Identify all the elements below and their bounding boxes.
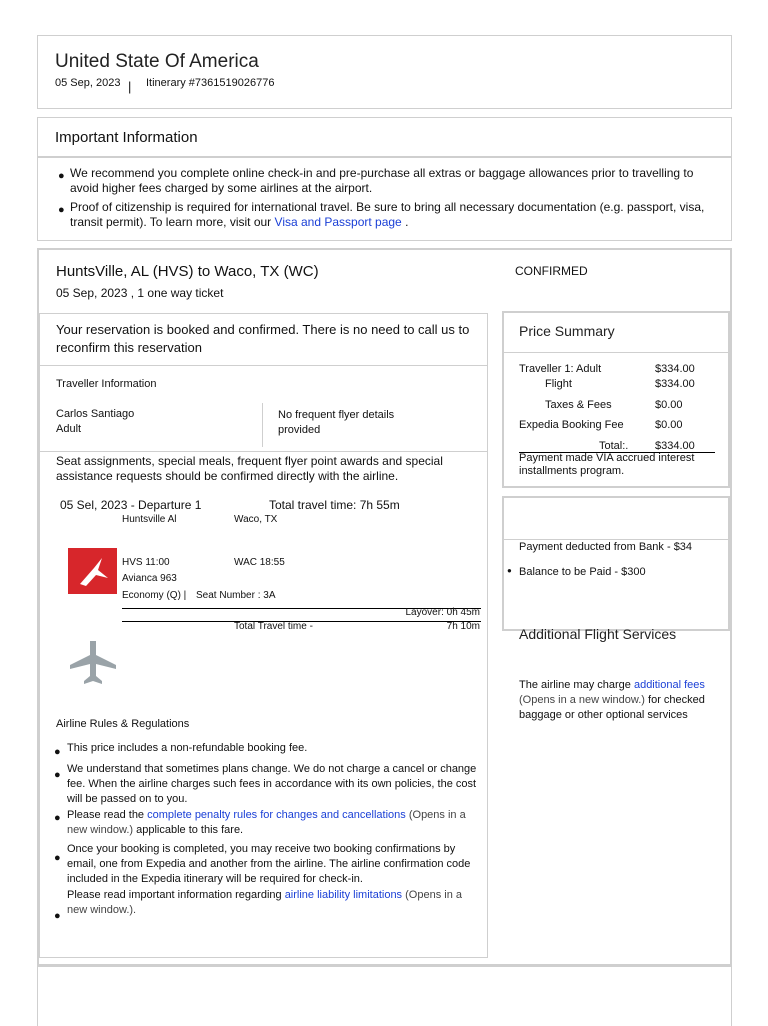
additional-fees-link[interactable]: additional fees (633, 679, 705, 691)
bullet-icon: ● (507, 566, 512, 575)
trip-date-line: 05 Sep, 2023 , 1 one way ticket (56, 286, 224, 300)
traveller-type: Adult (56, 423, 82, 435)
rule-2: We understand that sometimes plans change. We do not charge a cancel or change fee. When the airline charges such fees in accordance with its own policies, the cost will be passed on to you. (67, 763, 477, 805)
flight-number: Avianca 963 (122, 573, 177, 584)
price-summary-title: Price Summary (519, 323, 615, 339)
rule-3: Please read the complete penalty rules for changes and cancellations (Opens in a new window.) applicable to this fare. (67, 809, 466, 836)
frequent-flyer: No frequent flyer details provided (278, 409, 395, 436)
avianca-bird-icon (68, 548, 117, 594)
bullet-icon: ● (54, 852, 61, 864)
divider (40, 365, 487, 366)
rule-4: Once your booking is completed, you may receive two booking confirmations by email, one from Expedia and another from the airline. The airline confirmation code included in the Expedia itinerary will be required for check-in. (67, 843, 471, 885)
booking-fee-value: $0.00 (655, 419, 683, 431)
destination-city: Waco, TX (234, 514, 278, 525)
penalty-rules-link[interactable]: complete penalty rules for changes and cancellations (147, 809, 406, 821)
seat-assignments-note: Seat assignments, special meals, frequent flyer point awards and special assistance requests should be confirmed directly with the airline. (56, 454, 443, 483)
bullet-icon: ● (54, 769, 61, 781)
payment-box (502, 496, 730, 631)
header-date: 05 Sep, 2023 (55, 77, 121, 89)
important-info-body (37, 157, 732, 241)
divider (504, 352, 728, 353)
visa-passport-link[interactable]: Visa and Passport page (274, 215, 402, 229)
rules-title: Airline Rules & Regulations (56, 718, 190, 730)
total-label: Total:. (599, 440, 629, 452)
cabin-class: Economy (Q) | (122, 590, 187, 601)
payment-note: Payment made VIA accrued interest installments program. (519, 452, 695, 477)
important-info-title-box (37, 117, 732, 157)
bullet-icon: ● (54, 910, 61, 922)
flight-price-value: $334.00 (655, 378, 695, 390)
itinerary-number: Itinerary #7361519026776 (146, 77, 275, 89)
header-separator: | (128, 79, 132, 94)
arrival-time: WAC 18:55 (234, 557, 285, 568)
taxes-label: Taxes & Fees (545, 399, 612, 411)
booking-details (39, 313, 488, 958)
price-summary (502, 311, 730, 488)
reservation-confirmation: Your reservation is booked and confirmed. There is no need to call us to reconfirm this reservation (56, 322, 470, 355)
taxes-value: $0.00 (655, 399, 683, 411)
bullet-icon: ● (58, 170, 65, 182)
status-badge: CONFIRMED (515, 264, 588, 278)
traveller-price-value: $334.00 (655, 363, 695, 375)
divider (262, 403, 263, 447)
balance-to-pay: Balance to be Paid - $300 (519, 566, 646, 578)
payment-deducted: Payment deducted from Bank - $34 (519, 541, 693, 553)
next-section-edge (37, 966, 732, 1026)
airplane-icon (68, 639, 118, 687)
header-title: United State Of America (55, 51, 259, 72)
origin-city: Huntsville Al (122, 514, 177, 525)
important-bullet-2: Proof of citizenship is required for international travel. Be sure to bring all necessary documentation (e.g. passport, visa, transit permit). To learn more, visit our Visa and Passport page . (70, 200, 705, 229)
traveller-price-label: Traveller 1: Adult (519, 363, 602, 375)
bullet-icon: ● (54, 812, 61, 824)
important-bullet-1: We recommend you complete online check-in and pre-purchase all extras or baggage allowances prior to travelling to avoid higher fees charged by some airlines at the airport. (70, 166, 694, 195)
departure-time: HVS 11:00 (122, 557, 170, 568)
total-travel-label: Total Travel time - (234, 621, 313, 632)
layover: Layover: 0h 45m (405, 607, 480, 618)
itinerary-header (37, 35, 732, 109)
traveller-info-label: Traveller Information (56, 378, 157, 390)
booking-fee-label: Expedia Booking Fee (519, 419, 624, 431)
important-info-title: Important Information (55, 129, 198, 146)
airline-logo (68, 548, 117, 594)
flight-price-label: Flight (545, 378, 572, 390)
total-travel-time: Total travel time: 7h 55m (269, 498, 400, 512)
seat-number: Seat Number : 3A (196, 590, 276, 601)
bullet-icon: ● (58, 204, 65, 216)
rule-5: Please read important information regarding airline liability limitations (Opens in a new window.). (67, 889, 462, 916)
total-value: $334.00 (655, 440, 695, 452)
departure-label: 05 Sel, 2023 - Departure 1 (60, 498, 202, 512)
total-travel-value: 7h 10m (446, 621, 480, 632)
additional-services-text: The airline may charge additional fees (Opens in a new window.) for checked baggage or other optional services (519, 679, 705, 721)
traveller-name: Carlos Santiago (56, 408, 135, 420)
divider (40, 451, 487, 452)
bullet-icon: ● (54, 746, 61, 758)
liability-limitations-link[interactable]: airline liability limitations (284, 889, 403, 901)
divider (504, 539, 728, 540)
additional-services-title: Additional Flight Services (519, 626, 677, 642)
route-title: HuntsVille, AL (HVS) to Waco, TX (WC) (56, 263, 319, 280)
rule-1: This price includes a non-refundable booking fee. (67, 742, 308, 754)
